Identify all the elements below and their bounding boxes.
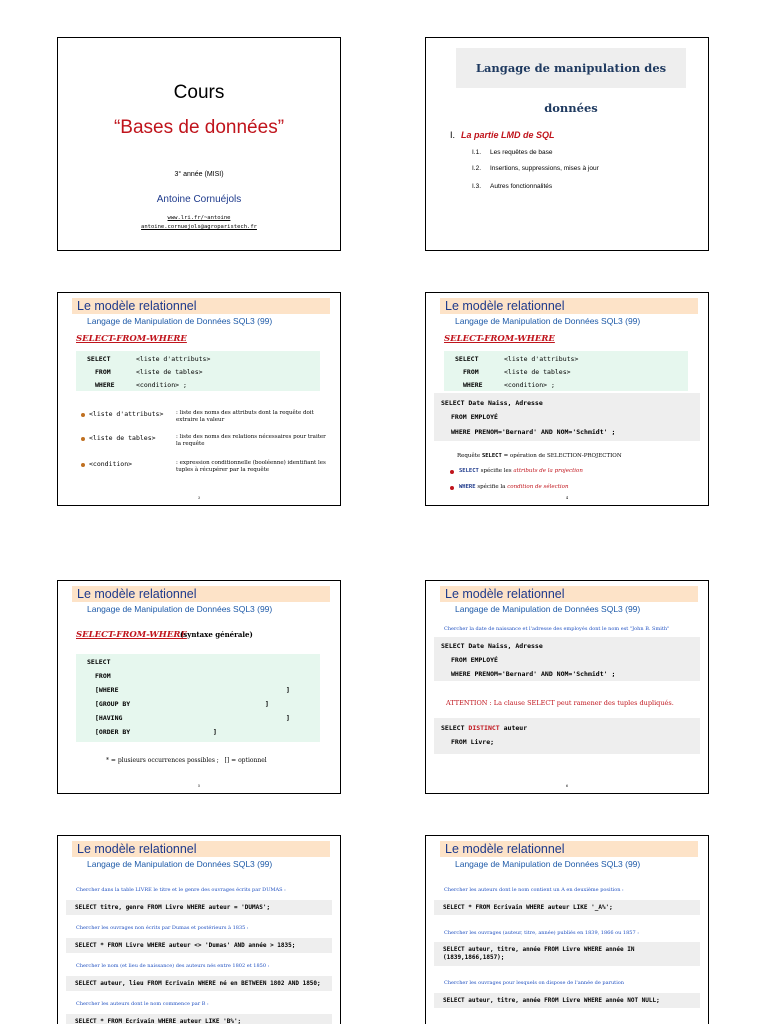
slide-subtitle: Langage de Manipulation de Données SQL3 (99) [87, 604, 273, 614]
question-text: Chercher les auteurs dont le nom contient un A en deuxième position : [444, 887, 624, 893]
definition-text: : expression conditionnelle (booléenne) identifiant les tuples à récupérer par la requête [176, 460, 326, 473]
code-keyword: [WHERE [95, 686, 119, 694]
outline-item-label: Les requêtes de base [490, 149, 553, 156]
slide-2-outline [425, 37, 709, 251]
example-line: FROM EMPLOYÉ [451, 656, 498, 664]
code-argument: <liste d'attributs> [136, 355, 211, 363]
slide-1-title [57, 37, 341, 251]
example-line: FROM EMPLOYÉ [451, 413, 498, 421]
slide-8-examples [425, 835, 709, 1024]
page-number: 5 [197, 784, 201, 788]
slide-title: Le modèle relationnel [77, 842, 197, 856]
page-number: 4 [565, 496, 569, 500]
definition-text: : liste des noms des relations nécessaires pour traiter la requête [176, 434, 326, 447]
bullet-icon [81, 437, 85, 441]
section-number: I. [450, 130, 456, 140]
slide-subtitle: Langage de Manipulation de Données SQL3 (99) [87, 316, 273, 326]
page-number: 6 [565, 784, 569, 788]
example-line: SELECT * FROM Livre WHERE auteur <> 'Dumas' AND année > 1835; [75, 942, 296, 949]
slide-subtitle: Langage de Manipulation de Données SQL3 (99) [455, 316, 641, 326]
distinct-line: FROM Livre; [451, 738, 495, 746]
code-keyword: FROM [95, 672, 111, 680]
select-from-where-heading: SELECT-FROM-WHERE [76, 334, 187, 344]
attention-note: ATTENTION : La clause SELECT peut ramener des tuples dupliqués. [446, 699, 674, 707]
example-line: SELECT auteur, titre, année FROM Livre WHERE année IN (1839,1866,1857); [443, 946, 635, 961]
slide-subtitle: Langage de Manipulation de Données SQL3 (99) [455, 859, 641, 869]
code-keyword: FROM [95, 368, 111, 376]
example-line: SELECT auteur, lieu FROM Ecrivain WHERE né en BETWEEN 1802 AND 1850; [75, 980, 321, 987]
code-keyword: [GROUP BY [95, 700, 131, 708]
code-keyword: WHERE [95, 381, 115, 389]
where-explanation: WHERE spécifie la condition de sélection [459, 484, 569, 490]
bullet-icon [450, 486, 454, 490]
author-name: Antoine Cornuéjols [156, 194, 242, 205]
page-number: 3 [197, 496, 201, 500]
definition-term: <condition> [89, 460, 133, 468]
syntax-note: * = plusieurs occurrences possibles ; [] = optionnel [106, 757, 267, 764]
code-keyword: SELECT [87, 355, 111, 363]
code-argument: <condition> ; [136, 381, 187, 389]
code-keyword: [HAVING [95, 714, 123, 722]
slide-5-general-syntax [57, 580, 341, 794]
slide-title: Le modèle relationnel [445, 299, 565, 313]
example-line: SELECT Date Naiss, Adresse [441, 642, 543, 650]
website-link[interactable]: www.lri.fr/~antoine [167, 215, 231, 221]
slide-title: Le modèle relationnel [77, 587, 197, 601]
outline-item [472, 183, 552, 190]
code-argument: <liste de tables> [136, 368, 203, 376]
select-explanation: SELECT spécifie les attributs de la projection [459, 468, 583, 474]
code-keyword: WHERE [463, 381, 483, 389]
slide-7-examples [57, 835, 341, 1024]
question-text: Chercher les ouvrages non écrits par Dumas et postérieurs à 1835 : [76, 925, 249, 931]
slide-subtitle: Langage de Manipulation de Données SQL3 (99) [455, 604, 641, 614]
code-bracket: ] [286, 714, 290, 722]
question-text: Chercher dans la table LIVRE le titre et le genre des ouvrages écrits par DUMAS : [76, 887, 286, 893]
code-keyword: [ORDER BY [95, 728, 131, 736]
course-title: “Bases de données” [113, 117, 285, 138]
select-from-where-heading: SELECT-FROM-WHERE [444, 334, 555, 344]
definition-term: <liste d'attributs> [89, 410, 164, 418]
code-argument: <condition> ; [504, 381, 555, 389]
code-argument: <liste de tables> [504, 368, 571, 376]
example-line: SELECT titre, genre FROM Livre WHERE auteur = 'DUMAS'; [75, 904, 271, 911]
code-bracket: ] [286, 686, 290, 694]
distinct-line: SELECT DISTINCT auteur [441, 724, 528, 732]
definition-text: : liste des noms des attributs dont la requête doit extraire la valeur [176, 410, 314, 423]
slide-3-select-syntax [57, 292, 341, 506]
code-keyword: SELECT [87, 658, 111, 666]
course-label: Cours [173, 82, 225, 103]
selection-projection-note: Requête SELECT = opération de SELECTION-PROJECTION [457, 453, 622, 459]
syntax-label: (syntaxe générale) [180, 630, 253, 639]
slide-title: Le modèle relationnel [77, 299, 197, 313]
code-bracket: ] [265, 700, 269, 708]
outline-item-label: Autres fonctionnalités [490, 183, 553, 190]
bullet-icon [81, 413, 85, 417]
code-keyword: SELECT [455, 355, 479, 363]
code-argument: <liste d'attributs> [504, 355, 579, 363]
example-line: WHERE PRENOM='Bernard' AND NOM='Schmidt' ; [451, 428, 616, 436]
example-line: SELECT auteur, titre, année FROM Livre WHERE année NOT NULL; [443, 997, 660, 1004]
slide-6-distinct [425, 580, 709, 794]
outline-item [472, 149, 553, 156]
slide-title: Le modèle relationnel [445, 842, 565, 856]
code-bracket: ] [213, 728, 217, 736]
slide-subtitle: Langage de Manipulation de Données SQL3 (99) [87, 859, 273, 869]
course-year: 3° année (MISI) [174, 171, 224, 178]
definition-term: <liste de tables> [89, 434, 156, 442]
outline-item-label: Insertions, suppressions, mises à jour [490, 165, 599, 172]
bullet-icon [450, 470, 454, 474]
slide-title: Le modèle relationnel [445, 587, 565, 601]
code-keyword: FROM [463, 368, 479, 376]
outline-item-number: I.1. [472, 149, 482, 156]
example-line: WHERE PRENOM='Bernard' AND NOM='Schmidt' ; [451, 670, 616, 678]
outline-item [472, 165, 599, 172]
outline-item-number: I.3. [472, 183, 482, 190]
question-text: Chercher les ouvrages pour lesquels on dispose de l'année de parution [444, 980, 625, 986]
bullet-icon [81, 463, 85, 467]
section-label: La partie LMD de SQL [461, 130, 555, 140]
select-from-where-heading: SELECT-FROM-WHERE [76, 630, 187, 640]
example-line: SELECT * FROM Ecrivain WHERE auteur LIKE 'B%'; [75, 1018, 242, 1024]
example-line: SELECT * FROM Ecrivain WHERE auteur LIKE '_A%'; [443, 904, 613, 911]
question-text: Chercher le nom (et lieu de naissance) des auteurs nés entre 1802 et 1850 : [76, 963, 270, 969]
question-text: Chercher la date de naissance et l'adresse des employés dont le nom est "John B. Smith" [444, 626, 670, 632]
outline-section [450, 130, 555, 140]
example-line: SELECT Date Naiss, Adresse [441, 399, 543, 407]
question-text: Chercher les ouvrages (auteur, titre, année) publiés en 1839, 1866 ou 1857 : [444, 930, 639, 936]
outline-title: Langage de manipulation des données [456, 48, 686, 88]
email-link[interactable]: antoine.cornuejols@agroparistech.fr [141, 224, 257, 230]
slide-4-select-example [425, 292, 709, 506]
question-text: Chercher les auteurs dont le nom commence par B : [76, 1001, 209, 1007]
outline-item-number: I.2. [472, 165, 482, 172]
